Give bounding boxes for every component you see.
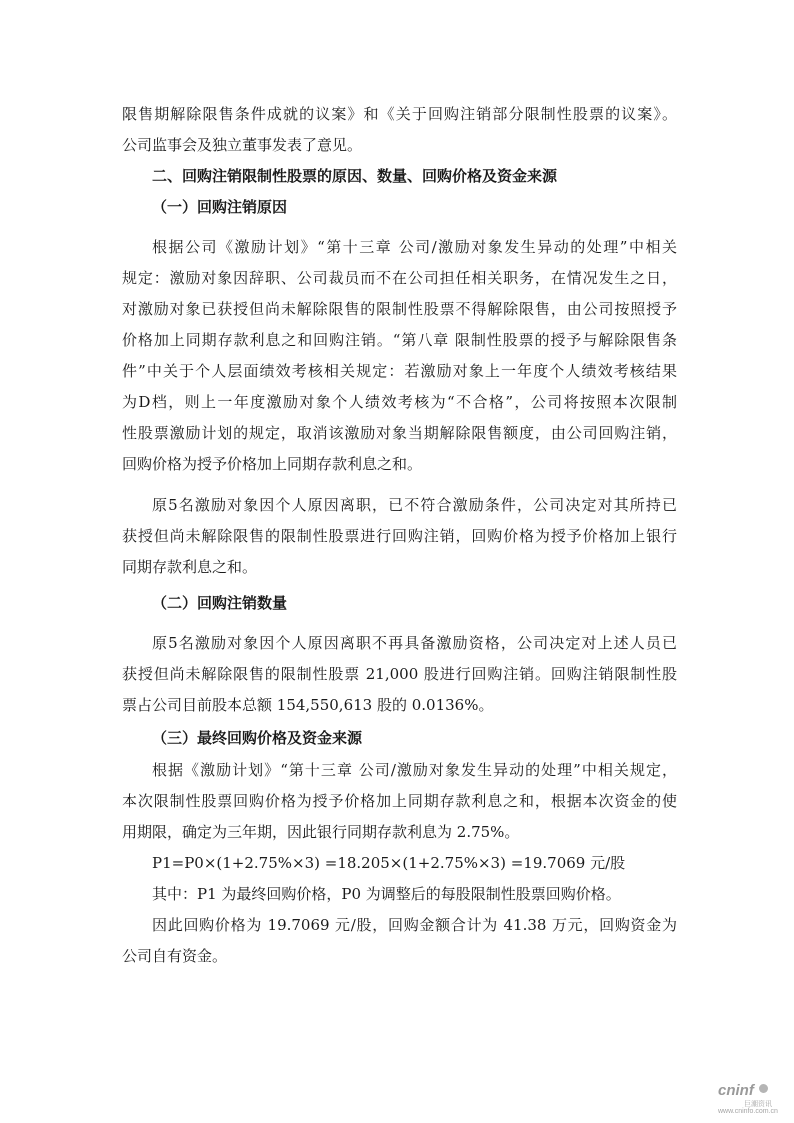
section-heading: 二、回购注销限制性股票的原因、数量、回购价格及资金来源: [152, 167, 558, 185]
paragraph-line: 公司自有资金。: [122, 947, 228, 965]
paragraph-line: 规定：激励对象因辞职、公司裁员而不在公司担任相关职务，在情况发生之日，: [122, 269, 677, 287]
paragraph-line: 获授但尚未解除限售的限制性股票进行回购注销，回购价格为授予价格加上银行: [122, 527, 677, 545]
paragraph-line: 限售期解除限售条件成就的议案》和《关于回购注销部分限制性股票的议案》。: [122, 105, 677, 123]
paragraph-line: 为D档，则上一年度激励对象个人绩效考核为“不合格”，公司将按照本次限制: [122, 393, 677, 411]
paragraph-line: 原5名激励对象因个人原因离职，已不符合激励条件，公司决定对其所持已: [152, 496, 677, 514]
cninfo-logo: [718, 1082, 794, 1118]
subsection-heading: （二）回购注销数量: [152, 594, 288, 612]
paragraph-line: 根据公司《激励计划》“第十三章 公司/激励对象发生异动的处理”中相关: [152, 238, 677, 256]
paragraph-line: 同期存款利息之和。: [122, 558, 258, 576]
paragraph-line: 用期限，确定为三年期，因此银行同期存款利息为 2.75%。: [122, 823, 520, 841]
paragraph-line: 性股票激励计划的规定，取消该激励对象当期解除限售额度，由公司回购注销，: [122, 424, 677, 442]
paragraph-line: 其中：P1 为最终回购价格，P0 为调整后的每股限制性股票回购价格。: [152, 885, 621, 903]
logo-brand: cninf: [718, 1082, 754, 1099]
paragraph-line: 价格加上同期存款利息之和回购注销。“第八章 限制性股票的授予与解除限售条: [122, 331, 677, 349]
logo-url: www.cninfo.com.cn: [718, 1108, 778, 1115]
paragraph-line: 因此回购价格为 19.7069 元/股，回购金额合计为 41.38 万元，回购资金为: [152, 916, 677, 934]
logo-chinese: 巨潮资讯: [744, 1100, 772, 1108]
paragraph-line: 根据《激励计划》“第十三章 公司/激励对象发生异动的处理”中相关规定，: [152, 761, 677, 779]
paragraph-line: 回购价格为授予价格加上同期存款利息之和。: [122, 455, 423, 473]
subsection-heading: （一）回购注销原因: [152, 198, 288, 216]
paragraph-line: 票占公司目前股本总额 154,550,613 股的 0.0136%。: [122, 696, 494, 714]
paragraph-line: 件”中关于个人层面绩效考核相关规定：若激励对象上一年度个人绩效考核结果: [122, 362, 677, 380]
logo-dot-icon: [759, 1084, 768, 1093]
paragraph-line: 公司监事会及独立董事发表了意见。: [122, 136, 363, 154]
paragraph-line: 对激励对象已获授但尚未解除限售的限制性股票不得解除限售，由公司按照授予: [122, 300, 677, 318]
formula-line: P1=P0×(1+2.75%×3) =18.205×(1+2.75%×3) =19.7069 元/股: [152, 854, 626, 872]
paragraph-line: 原5名激励对象因个人原因离职不再具备激励资格，公司决定对上述人员已: [152, 634, 677, 652]
paragraph-line: 获授但尚未解除限售的限制性股票 21,000 股进行回购注销。回购注销限制性股: [122, 665, 677, 683]
paragraph-line: 本次限制性股票回购价格为授予价格加上同期存款利息之和，根据本次资金的使: [122, 792, 677, 810]
subsection-heading: （三）最终回购价格及资金来源: [152, 729, 363, 747]
